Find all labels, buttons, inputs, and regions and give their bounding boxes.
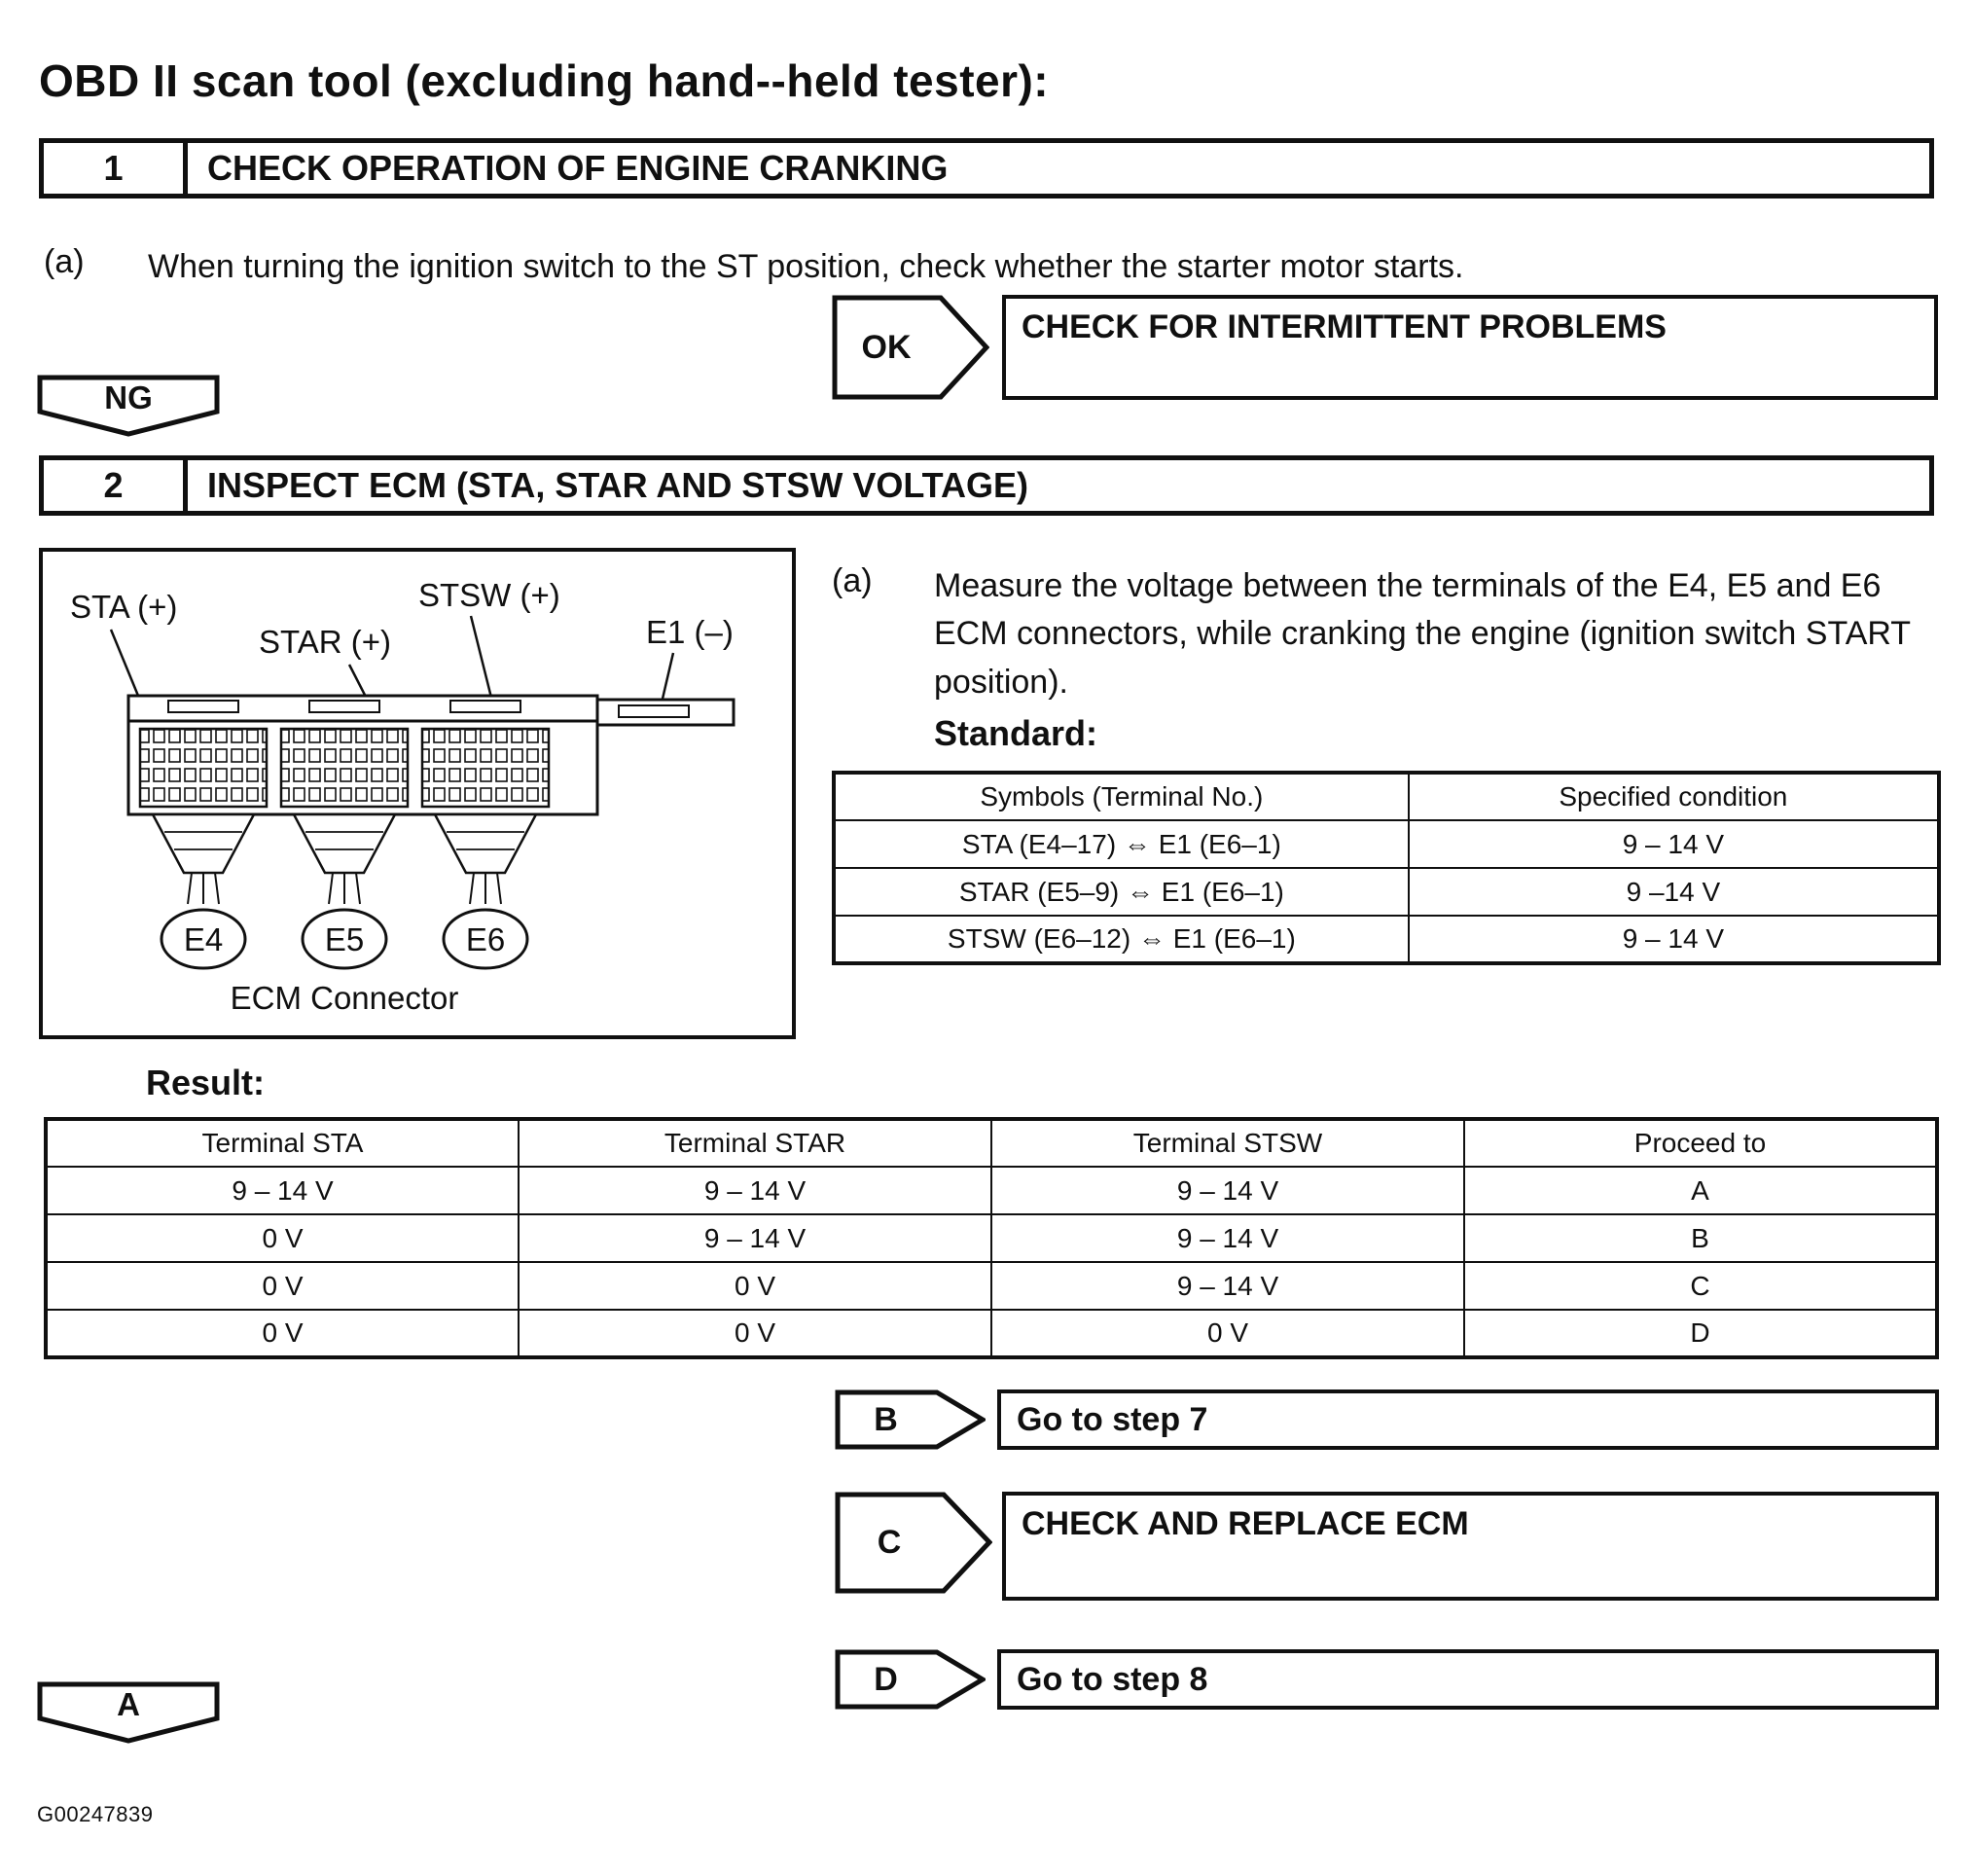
standard-header-symbols: Symbols (Terminal No.) — [834, 773, 1409, 820]
result-cell: B — [1464, 1214, 1937, 1262]
page-title: OBD II scan tool (excluding hand--held tester): — [39, 55, 1050, 106]
step2-number: 2 — [44, 460, 188, 511]
result-cell: 9 – 14 V — [46, 1167, 519, 1214]
table-row — [46, 1310, 1937, 1357]
label-e1: E1 (–) — [646, 614, 734, 650]
result-cell: 9 – 14 V — [991, 1167, 1464, 1214]
result-cell: 9 – 14 V — [991, 1214, 1464, 1262]
table-row — [46, 1262, 1937, 1310]
standard-cell: STSW (E6–12) ⇔ E1 (E6–1) — [834, 916, 1409, 963]
branch-d-label: D — [874, 1660, 898, 1698]
standard-cell: STA (E4–17) ⇔ E1 (E6–1) — [834, 820, 1409, 868]
table-row — [834, 820, 1939, 868]
result-cell: 0 V — [46, 1214, 519, 1262]
connector-e5-label: E5 — [324, 921, 365, 957]
standard-cell: 9 – 14 V — [1409, 820, 1939, 868]
branch-b-arrow — [835, 1389, 986, 1450]
ng-flag — [37, 375, 220, 437]
result-header-sta: Terminal STA — [46, 1119, 519, 1167]
figure-id: G00247839 — [37, 1802, 154, 1826]
result-cell: 9 – 14 V — [991, 1262, 1464, 1310]
label-stsw: STSW (+) — [418, 577, 560, 613]
result-cell: D — [1464, 1310, 1937, 1357]
table-row — [834, 916, 1939, 963]
result-cell: C — [1464, 1262, 1937, 1310]
result-header-proceed: Proceed to — [1464, 1119, 1937, 1167]
branch-c-label: C — [877, 1524, 902, 1561]
result-cell: 9 – 14 V — [519, 1214, 991, 1262]
ecm-connector-diagram-icon — [43, 552, 792, 1035]
result-header-star: Terminal STAR — [519, 1119, 991, 1167]
ok-arrow — [832, 295, 989, 400]
result-cell: 0 V — [519, 1310, 991, 1357]
branch-b-action-box — [997, 1389, 1939, 1450]
branch-c-action-box — [1002, 1492, 1939, 1601]
a-flag-label: A — [117, 1686, 140, 1722]
standard-label: Standard: — [934, 713, 1098, 753]
result-cell: 0 V — [991, 1310, 1464, 1357]
ng-flag-label: NG — [104, 379, 153, 415]
a-flag — [37, 1681, 220, 1744]
table-row — [46, 1167, 1937, 1214]
result-header-stsw: Terminal STSW — [991, 1119, 1464, 1167]
connector-e6-label: E6 — [465, 921, 506, 957]
standard-cell: 9 – 14 V — [1409, 916, 1939, 963]
branch-b-label: B — [874, 1400, 898, 1438]
step2-body-label: (a) — [832, 562, 873, 599]
step2-header — [39, 455, 1934, 516]
branch-d-action-box — [997, 1649, 1939, 1710]
result-cell: 9 – 14 V — [519, 1167, 991, 1214]
step1-body-text: When turning the ignition switch to the ST position, check whether the starter motor starts. — [148, 248, 1464, 285]
step2-body-text: Measure the voltage between the terminals of the E4, E5 and E6 ECM connectors, while cranking the engine (ignition switch START position). — [934, 567, 1911, 701]
branch-c-action-text: CHECK AND REPLACE ECM — [1022, 1505, 1469, 1542]
branch-d-action-text: Go to step 8 — [1017, 1660, 1208, 1698]
ok-arrow-label: OK — [861, 328, 912, 366]
ok-action-box — [1002, 295, 1938, 400]
standard-cell: 9 –14 V — [1409, 868, 1939, 916]
step1-body-label: (a) — [44, 243, 85, 280]
ok-action-text: CHECK FOR INTERMITTENT PROBLEMS — [1022, 308, 1667, 345]
result-cell: 0 V — [46, 1262, 519, 1310]
standard-header-condition: Specified condition — [1409, 773, 1939, 820]
standard-cell: STAR (E5–9) ⇔ E1 (E6–1) — [834, 868, 1409, 916]
figure-caption: ECM Connector — [230, 980, 459, 1016]
branch-c-arrow — [835, 1492, 992, 1594]
step1-header — [39, 138, 1934, 198]
branch-d-arrow — [835, 1649, 986, 1710]
ecm-connector-figure — [39, 548, 796, 1039]
standard-table-header-row — [834, 773, 1939, 820]
table-row — [834, 868, 1939, 916]
result-cell: 0 V — [46, 1310, 519, 1357]
step2-title: INSPECT ECM (STA, STAR AND STSW VOLTAGE) — [207, 465, 1028, 505]
result-label: Result: — [146, 1063, 266, 1102]
label-sta: STA (+) — [70, 589, 178, 625]
result-cell: 0 V — [519, 1262, 991, 1310]
connector-e4-label: E4 — [183, 921, 224, 957]
table-row — [46, 1214, 1937, 1262]
result-table-header-row — [46, 1119, 1937, 1167]
standard-table — [832, 771, 1941, 965]
step1-number: 1 — [44, 143, 188, 194]
result-table — [44, 1117, 1939, 1359]
branch-b-action-text: Go to step 7 — [1017, 1400, 1208, 1438]
result-cell: A — [1464, 1167, 1937, 1214]
step1-title: CHECK OPERATION OF ENGINE CRANKING — [207, 148, 949, 188]
label-star: STAR (+) — [259, 624, 391, 660]
